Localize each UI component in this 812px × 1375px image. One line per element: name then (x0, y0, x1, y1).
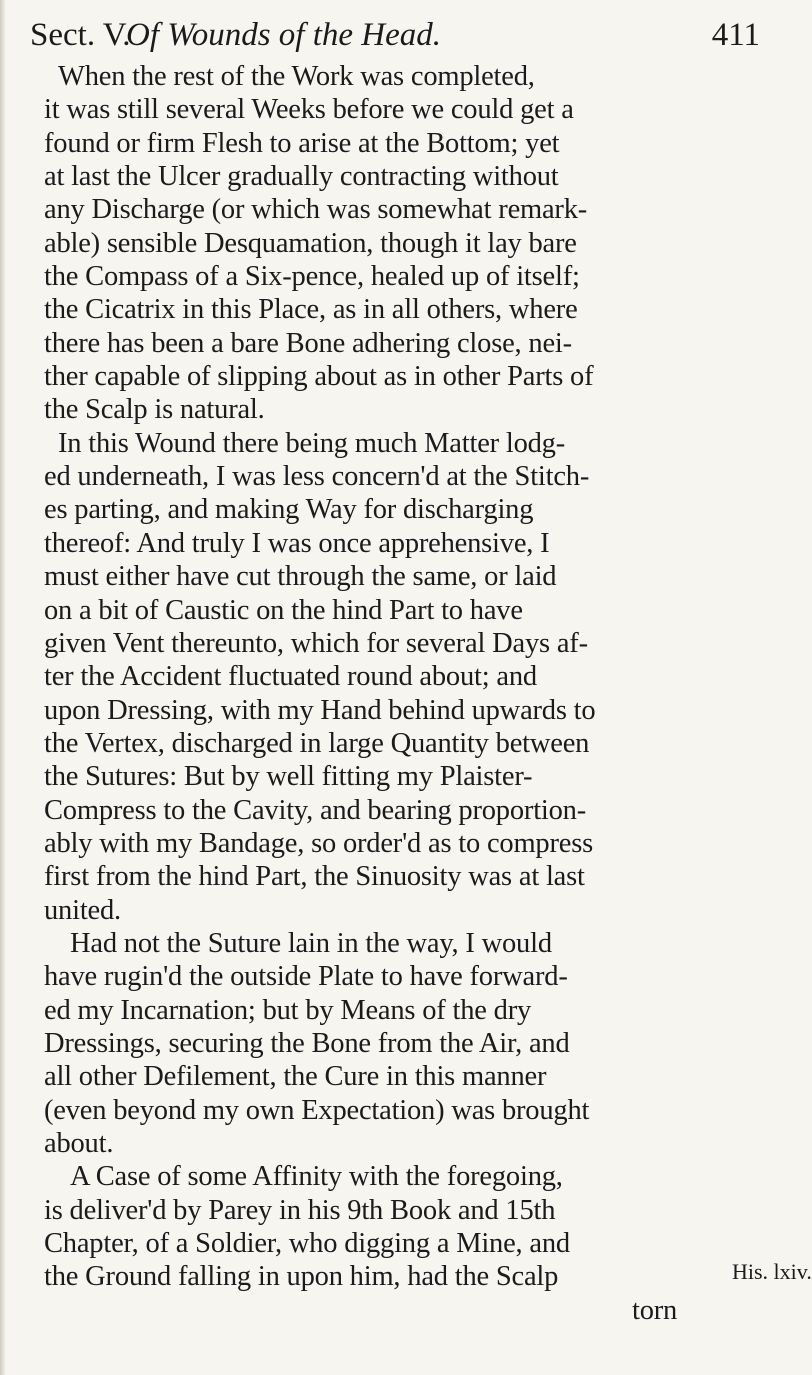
page-number: 411 (711, 17, 760, 53)
text-line: torn (632, 1294, 678, 1326)
text-line: (even beyond my own Expectation) was brought (44, 1094, 590, 1126)
text-line: the Sutures: But by well fitting my Plaister- (44, 761, 533, 793)
text-line: about. (44, 1128, 114, 1159)
text-line: found or firm Flesh to arise at the Bottom; yet (44, 127, 560, 159)
page-gutter-shadow (0, 0, 6, 1375)
running-head (30, 12, 760, 58)
text-line: es parting, and making Way for discharging (44, 494, 534, 526)
text-line: ed underneath, I was less concern'd at the Stitch- (44, 461, 590, 493)
text-line: Dressings, securing the Bone from the Air, and (44, 1027, 570, 1059)
text-line: A Case of some Affinity with the foregoing, (70, 1161, 563, 1193)
text-line: at last the Ulcer gradually contracting without (44, 161, 559, 193)
text-line: When the rest of the Work was completed, (58, 61, 535, 92)
text-line: able) sensible Desquamation, though it lay bare (44, 227, 577, 259)
text-line: it was still several Weeks before we could get a (44, 94, 574, 126)
text-line: have rugin'd the outside Plate to have forward- (44, 961, 568, 993)
text-line: any Discharge (or which was somewhat remark- (44, 194, 588, 226)
text-line: there has been a bare Bone adhering close, nei- (44, 327, 572, 359)
text-line: the Compass of a Six-pence, healed up of itself; (44, 261, 580, 293)
text-line: ed my Incarnation; but by Means of the dry (44, 994, 532, 1026)
text-line: In this Wound there being much Matter lodg- (58, 427, 566, 459)
text-line: is deliver'd by Parey in his 9th Book and 15th (44, 1194, 556, 1226)
text-line: the Ground falling in upon him, had the Scalp (44, 1261, 559, 1293)
text-line: ter the Accident fluctuated round about; and (44, 661, 537, 693)
text-line: the Scalp is natural. (44, 394, 265, 426)
text-line: Had not the Suture lain in the way, I would (70, 927, 552, 959)
text-line: ther capable of slipping about as in other Parts of (44, 361, 594, 393)
section-number: Sect. V. (30, 17, 131, 53)
text-line: Chapter, of a Soldier, who digging a Mine, and (44, 1228, 570, 1260)
text-line: Compress to the Cavity, and bearing proportion- (44, 794, 587, 826)
margin-note: His. lxiv. (732, 1259, 812, 1284)
text-line: ably with my Bandage, so order'd as to compress (44, 827, 593, 859)
text-line: must either have cut through the same, or laid (44, 561, 557, 593)
text-line: united. (44, 894, 121, 926)
text-line: the Vertex, discharged in large Quantity between (44, 727, 590, 759)
text-line: thereof: And truly I was once apprehensive, I (44, 527, 550, 559)
text-line: all other Defilement, the Cure in this manner (44, 1061, 547, 1093)
text-line: on a bit of Caustic on the hind Part to have (44, 594, 523, 626)
text-line: given Vent thereunto, which for several Days af- (44, 627, 588, 659)
body-text (44, 60, 720, 1327)
chapter-title: Of Wounds of the Head. (126, 17, 442, 53)
text-line: the Cicatrix in this Place, as in all others, where (44, 294, 578, 326)
text-line: upon Dressing, with my Hand behind upwards to (44, 694, 596, 726)
text-line: first from the hind Part, the Sinuosity was at last (44, 861, 585, 893)
